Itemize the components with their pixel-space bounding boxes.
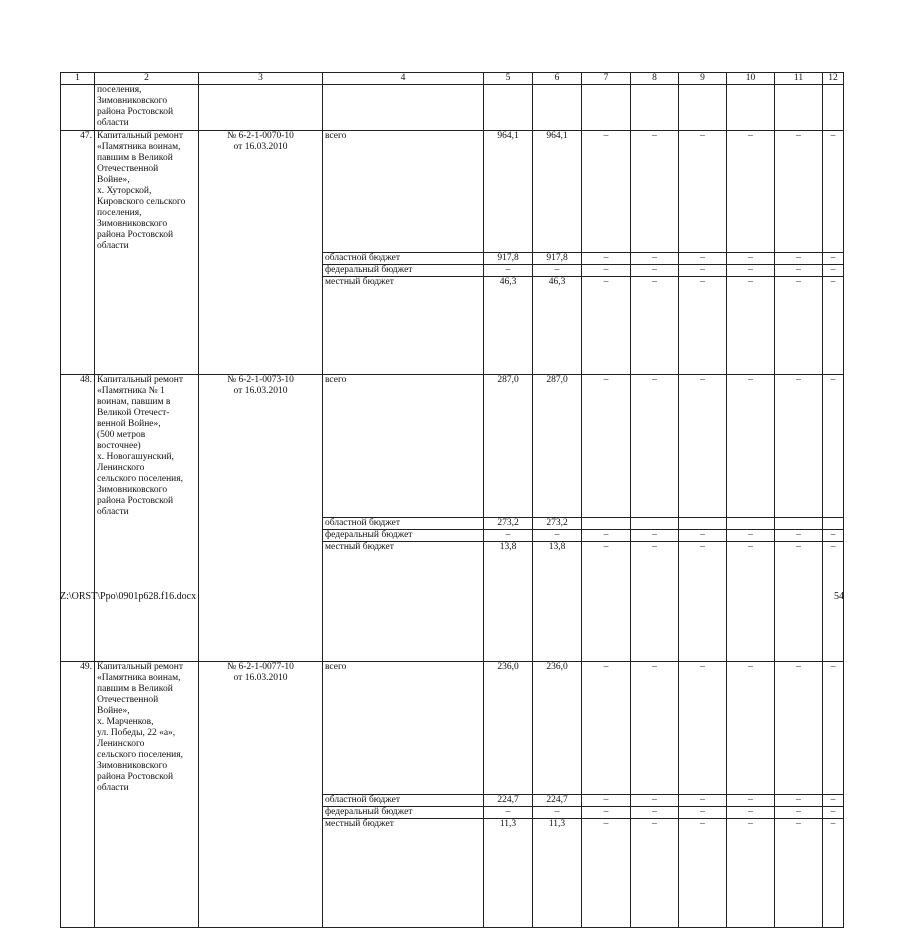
value-cell: – (775, 374, 823, 518)
value-cell: – (582, 806, 631, 818)
value-cell: 964,1 (484, 131, 533, 253)
table-row (61, 818, 844, 927)
value-cell: 273,2 (484, 518, 533, 530)
value-cell: – (775, 276, 823, 374)
value-cell: 13,8 (484, 542, 533, 662)
column-number-header: 5 (484, 73, 533, 85)
entry-name-line: сельского поселения, (97, 750, 183, 760)
entry-name-line: «Памятника воинам, (97, 673, 181, 683)
value-cell: – (727, 806, 775, 818)
entry-number-cell: 49. (61, 662, 95, 795)
entry-document-line: от 16.03.2010 (233, 142, 288, 152)
continuation-value-cell (775, 85, 823, 131)
value-cell: – (631, 662, 679, 795)
funding-source-cell: областной бюджет (323, 252, 484, 264)
entry-name-cell (95, 276, 199, 374)
entry-document-cell (199, 662, 323, 795)
entry-name-line: Ленинского (97, 462, 145, 473)
value-cell: – (727, 131, 775, 253)
value-cell: – (582, 542, 631, 662)
funding-source-cell: областной бюджет (323, 518, 484, 530)
value-cell: – (582, 818, 631, 927)
entry-name-line: района Ростовской (97, 772, 174, 782)
entry-name-line: восточнее) (97, 440, 141, 451)
table-header (61, 73, 844, 85)
value-cell (775, 518, 823, 530)
value-cell: – (727, 794, 775, 806)
entry-name-cell (95, 252, 199, 264)
entry-name-cell (95, 518, 199, 530)
entry-number-cell (61, 806, 95, 818)
value-cell: – (533, 264, 582, 276)
entry-name-line: поселения, (97, 208, 142, 218)
value-cell: 273,2 (533, 518, 582, 530)
entry-name-line: павшим в Великой (97, 684, 173, 694)
entry-document-cell (199, 264, 323, 276)
column-number-header: 9 (679, 73, 727, 85)
column-number-row (61, 73, 844, 85)
entry-number-cell: 48. (61, 374, 95, 518)
table-row (61, 806, 844, 818)
funding-source-cell: местный бюджет (323, 542, 484, 662)
entry-name-line: Капитальный ремонт (97, 374, 184, 385)
entry-document-cell (199, 374, 323, 518)
value-cell: – (484, 806, 533, 818)
entry-number-cell (61, 252, 95, 264)
table-row (61, 131, 844, 253)
value-cell: – (775, 662, 823, 795)
value-cell: – (631, 252, 679, 264)
entry-number-cell (61, 818, 95, 927)
value-cell: – (775, 530, 823, 542)
entry-name-line: х. Марченков, (97, 717, 154, 727)
continuation-source-cell (323, 85, 484, 131)
value-cell: – (679, 252, 727, 264)
column-number-header: 2 (95, 73, 199, 85)
value-cell (631, 518, 679, 530)
value-cell: – (727, 542, 775, 662)
entry-name-line: Капитальный ремонт (97, 131, 184, 141)
entry-name-line: (500 метров (97, 429, 146, 440)
funding-source-cell: областной бюджет (323, 794, 484, 806)
value-cell: – (823, 276, 844, 374)
value-cell: – (823, 530, 844, 542)
value-cell: – (631, 794, 679, 806)
entry-name-cell (95, 794, 199, 806)
value-cell: – (631, 806, 679, 818)
entry-name-line: области (97, 506, 129, 517)
value-cell: 46,3 (533, 276, 582, 374)
value-cell: 287,0 (533, 374, 582, 518)
value-cell: – (823, 662, 844, 795)
value-cell: – (679, 530, 727, 542)
continuation-name-line: поселения, (97, 85, 142, 95)
funding-source-cell: местный бюджет (323, 818, 484, 927)
entry-document-line: от 16.03.2010 (233, 673, 288, 683)
entry-document-line: № 6-2-1-0070-10 (227, 131, 294, 141)
value-cell: – (775, 806, 823, 818)
entry-document-cell (199, 131, 323, 253)
entry-name-line: Отечественной (97, 164, 159, 174)
entry-document-line: № 6-2-1-0077-10 (227, 662, 294, 672)
value-cell: – (631, 131, 679, 253)
entry-number-cell (61, 276, 95, 374)
value-cell: – (823, 264, 844, 276)
table-row (61, 276, 844, 374)
entry-document-line: от 16.03.2010 (233, 385, 288, 396)
entry-name-line: района Ростовской (97, 230, 174, 240)
value-cell: 917,8 (533, 252, 582, 264)
column-number-header: 12 (823, 73, 844, 85)
entry-name-line: «Памятника № 1 (97, 385, 165, 396)
value-cell: – (727, 264, 775, 276)
table-body (61, 85, 844, 928)
value-cell: – (823, 252, 844, 264)
value-cell: – (775, 264, 823, 276)
entry-name-line: Зимовниковского (97, 484, 168, 495)
value-cell: – (582, 276, 631, 374)
entry-name-line: «Памятника воинам, (97, 142, 181, 152)
value-cell: – (823, 794, 844, 806)
value-cell: – (679, 374, 727, 518)
value-cell: – (582, 794, 631, 806)
value-cell: – (533, 530, 582, 542)
value-cell: – (679, 542, 727, 662)
entry-name-cell (95, 131, 199, 253)
entry-document-cell (199, 276, 323, 374)
value-cell: – (823, 818, 844, 927)
entry-name-line: Капитальный ремонт (97, 662, 184, 672)
value-cell: – (631, 530, 679, 542)
column-number-header: 4 (323, 73, 484, 85)
table-row (61, 530, 844, 542)
entry-document-cell (199, 542, 323, 662)
value-cell: 287,0 (484, 374, 533, 518)
value-cell: – (582, 662, 631, 795)
entry-document-cell (199, 818, 323, 927)
entry-name-line: Зимовниковского (97, 761, 168, 771)
entry-name-line: района Ростовской (97, 495, 174, 506)
value-cell: 13,8 (533, 542, 582, 662)
column-number-header: 7 (582, 73, 631, 85)
column-number-header: 10 (727, 73, 775, 85)
value-cell: – (727, 530, 775, 542)
continuation-value-cell (484, 85, 533, 131)
continuation-value-cell (823, 85, 844, 131)
footer-file-path: Z:\ORST\Ppo\0901p628.f16.docx (60, 591, 197, 602)
value-cell (727, 518, 775, 530)
value-cell: – (727, 252, 775, 264)
column-number-header: 6 (533, 73, 582, 85)
entry-name-line: области (97, 241, 129, 251)
entry-name-cell (95, 264, 199, 276)
continuation-name-line: района Ростовской (97, 107, 174, 117)
value-cell: – (582, 530, 631, 542)
value-cell: – (775, 542, 823, 662)
entry-name-line: Ленинского (97, 739, 145, 749)
value-cell: – (484, 530, 533, 542)
continuation-doc-cell (199, 85, 323, 131)
entry-name-cell (95, 530, 199, 542)
entry-name-line: Войне», (97, 175, 130, 185)
value-cell: – (775, 794, 823, 806)
value-cell: – (484, 264, 533, 276)
column-number-header: 1 (61, 73, 95, 85)
continuation-name-line: Зимовниковского (97, 96, 168, 106)
value-cell: 46,3 (484, 276, 533, 374)
table-row (61, 252, 844, 264)
value-cell: – (631, 818, 679, 927)
value-cell: – (679, 276, 727, 374)
entry-name-line: ул. Победы, 22 «а», (97, 728, 176, 738)
funding-source-cell: всего (323, 374, 484, 518)
value-cell: – (823, 542, 844, 662)
entry-number-cell (61, 530, 95, 542)
value-cell: – (679, 662, 727, 795)
value-cell: – (727, 374, 775, 518)
value-cell: 236,0 (484, 662, 533, 795)
value-cell: – (775, 252, 823, 264)
entry-name-line: х. Новогашунский, (97, 451, 174, 462)
entry-name-line: воинам, павшим в (97, 396, 171, 407)
value-cell: – (582, 374, 631, 518)
entry-name-line: Зимовниковского (97, 219, 168, 229)
value-cell: 11,3 (484, 818, 533, 927)
funding-source-cell: федеральный бюджет (323, 264, 484, 276)
value-cell: – (823, 131, 844, 253)
entry-name-line: сельского поселения, (97, 473, 183, 484)
value-cell: 917,8 (484, 252, 533, 264)
table-row (61, 662, 844, 795)
table-row (61, 518, 844, 530)
value-cell: – (631, 374, 679, 518)
entry-document-cell (199, 518, 323, 530)
column-number-header: 11 (775, 73, 823, 85)
value-cell: – (679, 818, 727, 927)
budget-table (60, 72, 844, 928)
continuation-name-line: области (97, 118, 129, 128)
funding-source-cell: всего (323, 662, 484, 795)
value-cell: – (679, 806, 727, 818)
entry-name-line: Великой Отечест- (97, 407, 170, 418)
value-cell: – (823, 374, 844, 518)
value-cell (823, 518, 844, 530)
entry-name-line: павшим в Великой (97, 153, 173, 163)
entry-document-cell (199, 252, 323, 264)
funding-source-cell: местный бюджет (323, 276, 484, 374)
value-cell: – (823, 806, 844, 818)
table-row (61, 374, 844, 518)
value-cell: 224,7 (484, 794, 533, 806)
continuation-value-cell (631, 85, 679, 131)
entry-document-cell (199, 794, 323, 806)
entry-name-line: области (97, 783, 129, 793)
entry-name-cell (95, 374, 199, 518)
continuation-value-cell (679, 85, 727, 131)
value-cell: 236,0 (533, 662, 582, 795)
entry-name-cell (95, 818, 199, 927)
value-cell: – (727, 818, 775, 927)
value-cell (679, 518, 727, 530)
value-cell: – (533, 806, 582, 818)
value-cell: – (631, 276, 679, 374)
value-cell: – (582, 252, 631, 264)
entry-number-cell (61, 264, 95, 276)
table-row (61, 264, 844, 276)
entry-name-line: Кировского сельского (97, 197, 186, 207)
value-cell: – (679, 131, 727, 253)
entry-name-cell (95, 806, 199, 818)
entry-number-cell (61, 794, 95, 806)
continuation-value-cell (533, 85, 582, 131)
entry-name-line: х. Хуторской, (97, 186, 152, 196)
entry-name-cell (95, 662, 199, 795)
continuation-name-cell (95, 85, 199, 131)
continuation-row (61, 85, 844, 131)
entry-document-cell (199, 530, 323, 542)
value-cell: – (775, 131, 823, 253)
value-cell: – (679, 264, 727, 276)
value-cell: 11,3 (533, 818, 582, 927)
value-cell: – (582, 131, 631, 253)
funding-source-cell: всего (323, 131, 484, 253)
continuation-num-cell (61, 85, 95, 131)
value-cell: – (631, 264, 679, 276)
column-number-header: 8 (631, 73, 679, 85)
value-cell: – (582, 264, 631, 276)
value-cell: – (679, 794, 727, 806)
entry-number-cell (61, 518, 95, 530)
entry-name-line: венной Войне», (97, 418, 161, 429)
value-cell: 964,1 (533, 131, 582, 253)
value-cell: 224,7 (533, 794, 582, 806)
value-cell: – (727, 662, 775, 795)
continuation-value-cell (582, 85, 631, 131)
funding-source-cell: федеральный бюджет (323, 806, 484, 818)
page-number: 54 (834, 591, 844, 602)
entry-number-cell: 47. (61, 131, 95, 253)
value-cell: – (631, 542, 679, 662)
value-cell (582, 518, 631, 530)
column-number-header: 3 (199, 73, 323, 85)
funding-source-cell: федеральный бюджет (323, 530, 484, 542)
entry-document-cell (199, 806, 323, 818)
value-cell: – (775, 818, 823, 927)
table-row (61, 794, 844, 806)
entry-name-line: Отечественной (97, 695, 159, 705)
value-cell: – (727, 276, 775, 374)
entry-name-line: Войне», (97, 706, 130, 716)
continuation-value-cell (727, 85, 775, 131)
entry-document-line: № 6-2-1-0073-10 (227, 374, 294, 385)
